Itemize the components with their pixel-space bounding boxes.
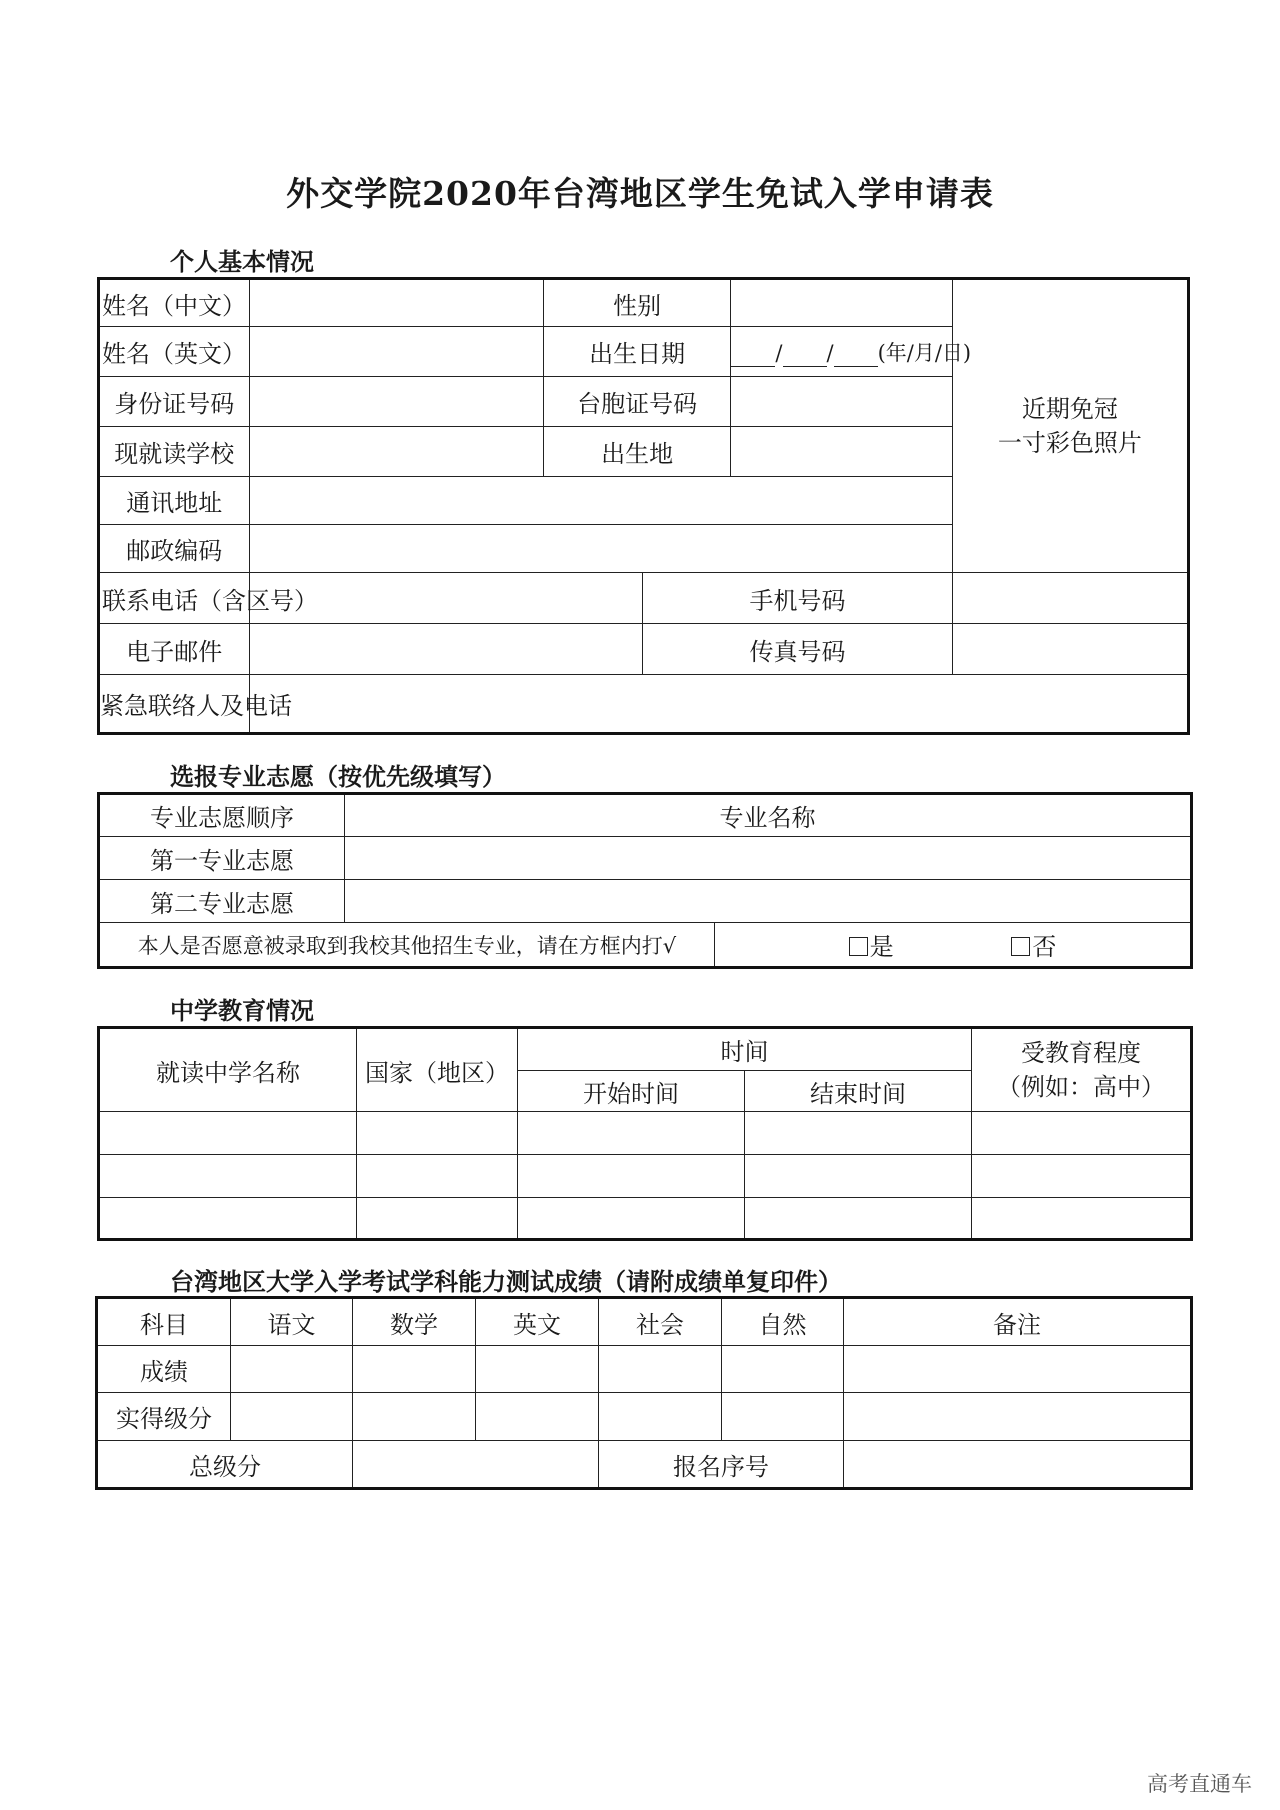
watermark: 高考直通车 bbox=[1147, 1772, 1252, 1796]
remark-cell[interactable] bbox=[844, 1393, 1192, 1441]
country-cell[interactable] bbox=[357, 1198, 518, 1240]
label-birth-date: 出生日期 bbox=[543, 327, 731, 377]
date-separator: / bbox=[775, 340, 783, 365]
grade-cell[interactable] bbox=[599, 1393, 722, 1441]
math-header: 数学 bbox=[353, 1298, 476, 1346]
school-row bbox=[99, 1198, 1192, 1240]
photo-line2: 一寸彩色照片 bbox=[997, 429, 1142, 457]
name-en-field[interactable] bbox=[249, 327, 543, 377]
tbz-number-field[interactable] bbox=[731, 377, 952, 427]
postcode-field[interactable] bbox=[249, 525, 952, 573]
month-blank[interactable] bbox=[783, 346, 827, 367]
school-table bbox=[97, 1026, 1193, 1241]
current-school-field[interactable] bbox=[249, 427, 543, 477]
label-score: 成绩 bbox=[97, 1346, 231, 1393]
nature-header: 自然 bbox=[722, 1298, 844, 1346]
label-id-number: 身份证号码 bbox=[99, 377, 250, 427]
start-time-header: 开始时间 bbox=[518, 1071, 745, 1112]
country-cell[interactable] bbox=[357, 1112, 518, 1155]
gender-field[interactable] bbox=[731, 279, 952, 327]
no-checkbox[interactable] bbox=[1011, 937, 1030, 956]
education-level-header bbox=[972, 1028, 1192, 1112]
personal-info-table bbox=[97, 277, 1190, 735]
score-cell[interactable] bbox=[476, 1346, 599, 1393]
education-level-line1: 受教育程度 bbox=[1021, 1039, 1141, 1067]
photo-line1: 近期免冠 bbox=[1021, 395, 1118, 423]
id-number-field[interactable] bbox=[249, 377, 543, 427]
school-row bbox=[99, 1112, 1192, 1155]
label-email: 电子邮件 bbox=[99, 624, 250, 675]
school-row bbox=[99, 1155, 1192, 1198]
first-choice-field[interactable] bbox=[345, 837, 1192, 880]
school-name-cell[interactable] bbox=[99, 1198, 357, 1240]
name-cn-field[interactable] bbox=[249, 279, 543, 327]
grade-cell[interactable] bbox=[476, 1393, 599, 1441]
end-time-header: 结束时间 bbox=[745, 1071, 972, 1112]
label-grade: 实得级分 bbox=[97, 1393, 231, 1441]
page-title: 外交学院2020年台湾地区学生免试入学申请表 bbox=[286, 174, 994, 213]
mobile-field[interactable] bbox=[952, 573, 1188, 624]
remark-header: 备注 bbox=[844, 1298, 1192, 1346]
school-name-cell[interactable] bbox=[99, 1155, 357, 1198]
end-time-cell[interactable] bbox=[745, 1155, 972, 1198]
label-phone: 联系电话（含区号） bbox=[99, 573, 250, 624]
country-header: 国家（地区） bbox=[357, 1028, 518, 1112]
major-order-header: 专业志愿顺序 bbox=[99, 794, 345, 837]
end-time-cell[interactable] bbox=[745, 1112, 972, 1155]
score-cell[interactable] bbox=[599, 1346, 722, 1393]
second-choice-field[interactable] bbox=[345, 880, 1192, 923]
grade-cell[interactable] bbox=[231, 1393, 353, 1441]
education-level-cell[interactable] bbox=[972, 1198, 1192, 1240]
birthplace-field[interactable] bbox=[731, 427, 952, 477]
end-time-cell[interactable] bbox=[745, 1198, 972, 1240]
label-gender: 性别 bbox=[543, 279, 731, 327]
label-address: 通讯地址 bbox=[99, 477, 250, 525]
label-postcode: 邮政编码 bbox=[99, 525, 250, 573]
chinese-header: 语文 bbox=[231, 1298, 353, 1346]
label-tbz-number: 台胞证号码 bbox=[543, 377, 731, 427]
school-name-header: 就读中学名称 bbox=[99, 1028, 357, 1112]
label-mobile: 手机号码 bbox=[643, 573, 952, 624]
day-blank[interactable] bbox=[834, 346, 878, 367]
social-header: 社会 bbox=[599, 1298, 722, 1346]
no-label: 否 bbox=[1032, 933, 1057, 961]
section-title-school: 中学教育情况 bbox=[170, 996, 314, 1025]
section-title-personal: 个人基本情况 bbox=[170, 247, 314, 276]
score-cell[interactable] bbox=[722, 1346, 844, 1393]
label-name-cn: 姓名（中文） bbox=[99, 279, 250, 327]
remark-cell[interactable] bbox=[844, 1346, 1192, 1393]
grade-cell[interactable] bbox=[353, 1393, 476, 1441]
adjust-question: 本人是否愿意被录取到我校其他招生专业，请在方框内打√ bbox=[99, 923, 715, 968]
exam-score-table bbox=[95, 1296, 1193, 1490]
date-separator: / bbox=[826, 340, 834, 365]
grade-cell[interactable] bbox=[722, 1393, 844, 1441]
start-time-cell[interactable] bbox=[518, 1155, 745, 1198]
yes-label: 是 bbox=[869, 933, 894, 961]
country-cell[interactable] bbox=[357, 1155, 518, 1198]
time-header: 时间 bbox=[518, 1028, 972, 1071]
education-level-cell[interactable] bbox=[972, 1112, 1192, 1155]
label-current-school: 现就读学校 bbox=[99, 427, 250, 477]
date-format-hint: (年/月/日) bbox=[877, 340, 972, 365]
subject-header: 科目 bbox=[97, 1298, 231, 1346]
start-time-cell[interactable] bbox=[518, 1112, 745, 1155]
label-name-en: 姓名（英文） bbox=[99, 327, 250, 377]
school-name-cell[interactable] bbox=[99, 1112, 357, 1155]
fax-field[interactable] bbox=[952, 624, 1188, 675]
label-birthplace: 出生地 bbox=[543, 427, 731, 477]
english-header: 英文 bbox=[476, 1298, 599, 1346]
section-title-major: 选报专业志愿（按优先级填写） bbox=[170, 762, 506, 791]
yes-checkbox[interactable] bbox=[849, 937, 868, 956]
no-option[interactable] bbox=[1011, 927, 1056, 962]
photo-box[interactable] bbox=[952, 279, 1188, 573]
score-cell[interactable] bbox=[353, 1346, 476, 1393]
major-name-header: 专业名称 bbox=[345, 794, 1192, 837]
label-total-grade: 总级分 bbox=[97, 1441, 353, 1489]
label-emergency: 紧急联络人及电话 bbox=[99, 675, 250, 734]
birth-date-field[interactable] bbox=[731, 327, 972, 377]
label-second-choice: 第二专业志愿 bbox=[99, 880, 345, 923]
start-time-cell[interactable] bbox=[518, 1198, 745, 1240]
emergency-field[interactable] bbox=[249, 675, 1188, 734]
label-first-choice: 第一专业志愿 bbox=[99, 837, 345, 880]
education-level-cell[interactable] bbox=[972, 1155, 1192, 1198]
education-level-line2: （例如：高中） bbox=[997, 1073, 1165, 1101]
label-fax: 传真号码 bbox=[643, 624, 952, 675]
major-choice-table bbox=[97, 792, 1193, 969]
email-field[interactable] bbox=[249, 624, 643, 675]
adjust-choice-cell bbox=[715, 923, 1192, 968]
registration-number-field[interactable] bbox=[844, 1441, 1192, 1489]
score-cell[interactable] bbox=[231, 1346, 353, 1393]
address-field[interactable] bbox=[249, 477, 952, 525]
total-grade-field[interactable] bbox=[353, 1441, 599, 1489]
year-blank[interactable] bbox=[731, 346, 775, 367]
yes-option[interactable] bbox=[849, 927, 894, 962]
section-title-exam: 台湾地区大学入学考试学科能力测试成绩（请附成绩单复印件） bbox=[170, 1267, 842, 1296]
label-registration-number: 报名序号 bbox=[599, 1441, 844, 1489]
